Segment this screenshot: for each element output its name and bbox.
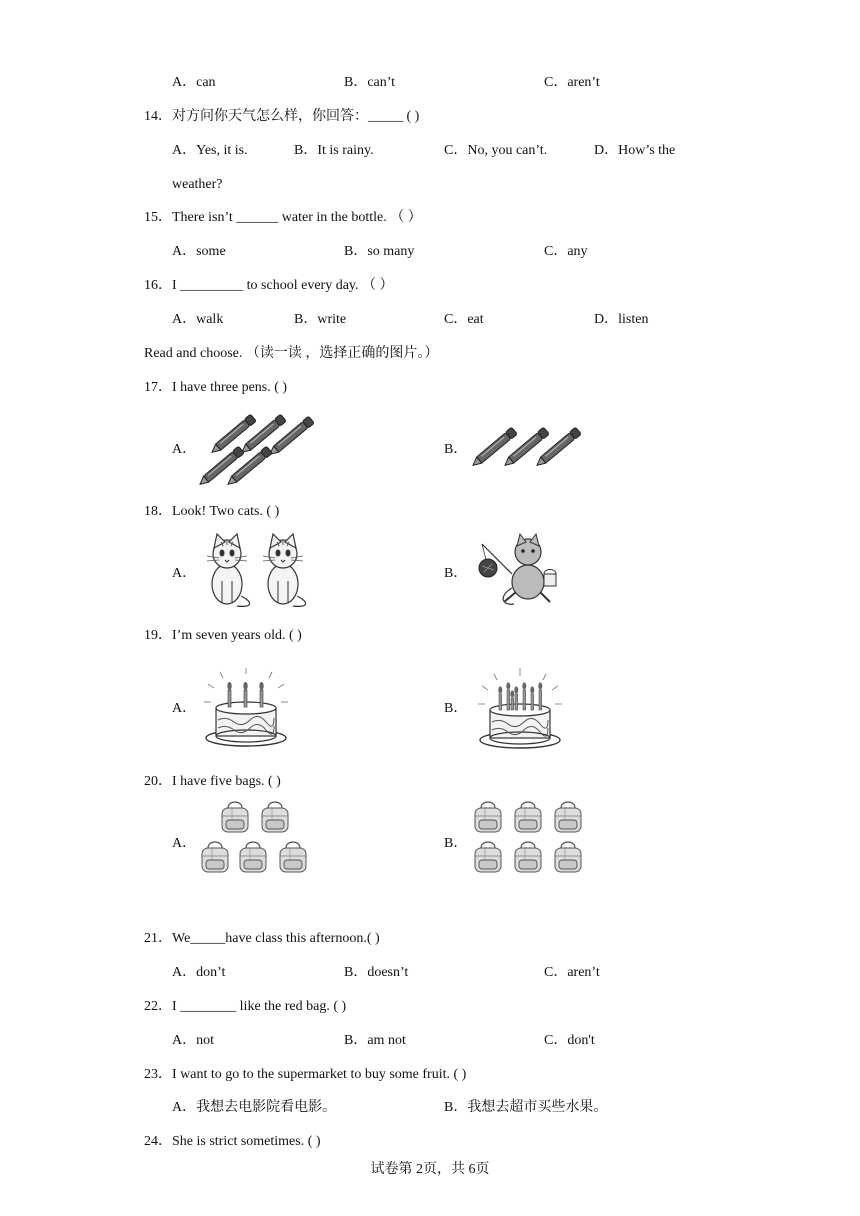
q20-option-a-label[interactable]: A．	[172, 836, 197, 851]
q16-option-d[interactable]: D．listen	[594, 312, 649, 327]
q14-option-d-continued: weather?	[172, 177, 223, 192]
two-cats-image[interactable]	[195, 530, 315, 610]
q13-option-a[interactable]: A．can	[172, 75, 216, 90]
q22-option-b[interactable]: B．am not	[344, 1033, 406, 1048]
q16-stem: 16．I _________ to school every day. （ ）	[144, 278, 394, 293]
q15-option-a[interactable]: A．some	[172, 244, 226, 259]
q23-stem: 23．I want to go to the supermarket to buy some fruit. ( )	[144, 1067, 467, 1082]
q21-option-b[interactable]: B．doesn’t	[344, 965, 409, 980]
q13-option-c[interactable]: C．aren’t	[544, 75, 600, 90]
q20-stem: 20．I have five bags. ( )	[144, 774, 281, 789]
q23-option-a[interactable]: A．我想去电影院看电影。	[172, 1100, 337, 1115]
page-footer: 试卷第 2页，共 6页	[370, 1162, 490, 1177]
q14-option-a[interactable]: A．Yes, it is.	[172, 143, 248, 158]
q17-option-b-label[interactable]: B．	[444, 442, 468, 457]
q18-option-b-label[interactable]: B．	[444, 566, 468, 581]
q21-stem: 21．We_____have class this afternoon.( )	[144, 931, 380, 946]
q14-option-d[interactable]: D．How’s the	[594, 143, 676, 158]
section-heading: Read and choose. （读一读 ，选择正确的图片。）	[144, 346, 439, 361]
q14-stem: 14．对方问你天气怎么样，你回答：_____ ( )	[144, 109, 420, 124]
q15-option-c[interactable]: C．any	[544, 244, 588, 259]
q14-option-b[interactable]: B．It is rainy.	[294, 143, 374, 158]
five-pens-image[interactable]	[195, 413, 315, 485]
five-bags-image[interactable]	[195, 798, 315, 882]
three-pens-image[interactable]	[468, 418, 588, 474]
q16-option-c[interactable]: C．eat	[444, 312, 484, 327]
q15-stem: 15．There isn’t ______ water in the bottle. （ ）	[144, 210, 422, 225]
q19-option-b-label[interactable]: B．	[444, 701, 468, 716]
q16-option-a[interactable]: A．walk	[172, 312, 224, 327]
q16-option-b[interactable]: B．write	[294, 312, 347, 327]
q21-option-c[interactable]: C．aren’t	[544, 965, 600, 980]
q13-option-b[interactable]: B．can’t	[344, 75, 396, 90]
q22-option-a[interactable]: A．not	[172, 1033, 214, 1048]
q17-option-a-label[interactable]: A．	[172, 442, 197, 457]
q14-option-c[interactable]: C．No, you can’t.	[444, 143, 548, 158]
q17-stem: 17．I have three pens. ( )	[144, 380, 288, 395]
six-bags-image[interactable]	[468, 798, 590, 882]
q24-stem: 24．She is strict sometimes. ( )	[144, 1134, 321, 1149]
q23-option-b[interactable]: B．我想去超市买些水果。	[444, 1100, 608, 1115]
q20-option-b-label[interactable]: B．	[444, 836, 468, 851]
cake-three-candles-image[interactable]	[200, 668, 292, 752]
q18-stem: 18．Look! Two cats. ( )	[144, 504, 280, 519]
q22-option-c[interactable]: C．don't	[544, 1033, 595, 1048]
cake-seven-candles-image[interactable]	[474, 668, 566, 754]
q18-option-a-label[interactable]: A．	[172, 566, 197, 581]
q21-option-a[interactable]: A．don’t	[172, 965, 226, 980]
q19-stem: 19．I’m seven years old. ( )	[144, 628, 302, 643]
q19-option-a-label[interactable]: A．	[172, 701, 197, 716]
q22-stem: 22．I ________ like the red bag. ( )	[144, 999, 347, 1014]
q15-option-b[interactable]: B．so many	[344, 244, 415, 259]
fishing-cat-image[interactable]	[468, 530, 578, 612]
